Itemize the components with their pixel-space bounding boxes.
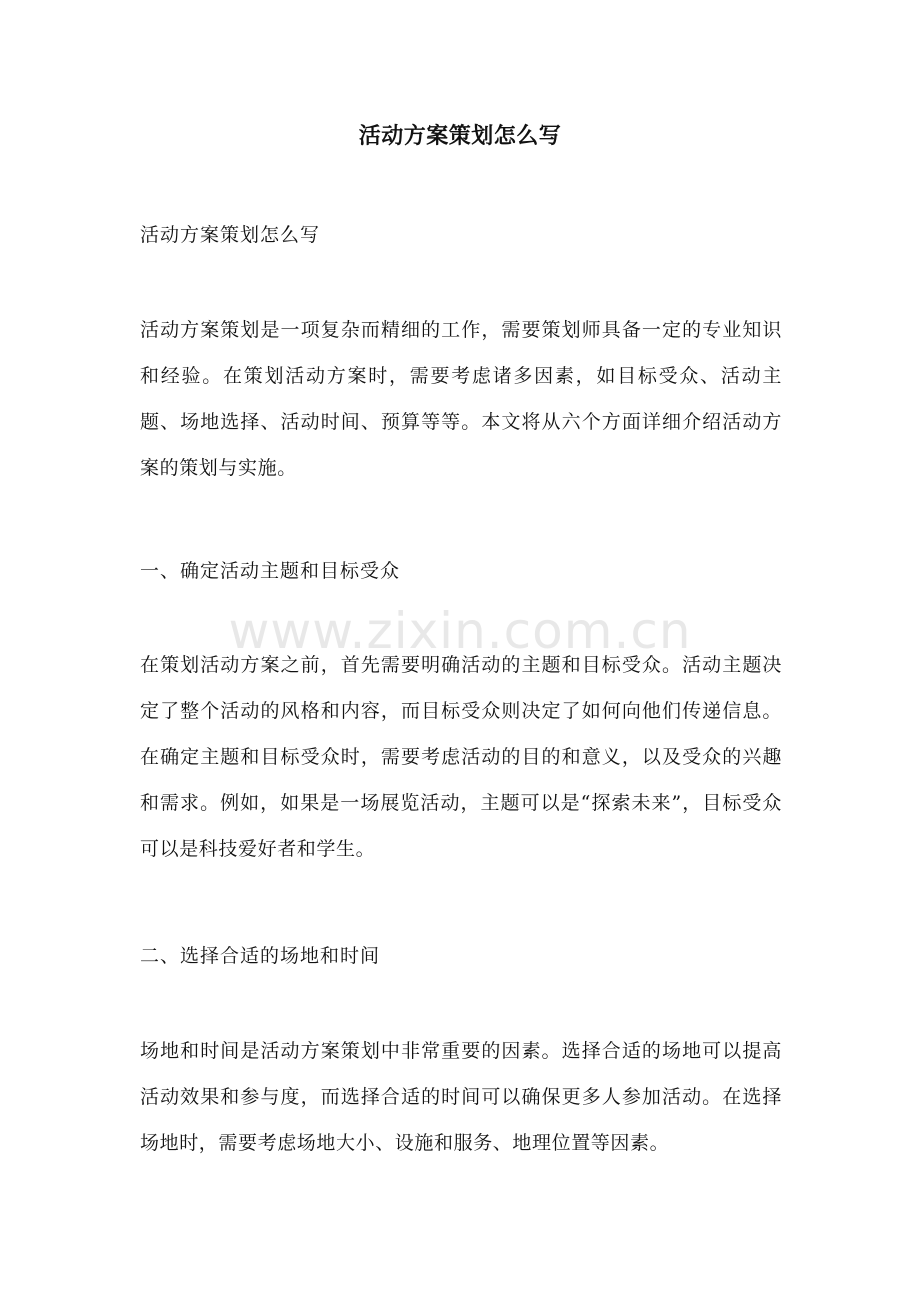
section-body-2: 场地和时间是活动方案策划中非常重要的因素。选择合适的场地可以提高活动效果和参与度，而选择合适的时间可以确保更多人参加活动。在选择场地时，需要考虑场地大小、设施和服务、地理位置等因素。 bbox=[140, 1040, 782, 1154]
section-heading-1: 一、确定活动主题和目标受众 bbox=[140, 560, 401, 582]
document-subtitle: 活动方案策划怎么写 bbox=[140, 224, 321, 246]
section-heading-2: 二、选择合适的场地和时间 bbox=[140, 945, 381, 967]
document-title: 活动方案策划怎么写 bbox=[358, 123, 562, 149]
intro-paragraph: 活动方案策划是一项复杂而精细的工作，需要策划师具备一定的专业知识和经验。在策划活动方案时，需要考虑诸多因素，如目标受众、活动主题、场地选择、活动时间、预算等等。本文将从六个方面详细介绍活动方案的策划与实施。 bbox=[140, 319, 782, 479]
section-body-1: 在策划活动方案之前，首先需要明确活动的主题和目标受众。活动主题决定了整个活动的风格和内容，而目标受众则决定了如何向他们传递信息。在确定主题和目标受众时，需要考虑活动的目的和意义，以及受众的兴趣和需求。例如，如果是一场展览活动，主题可以是“探索未来”，目标受众可以是科技爱好者和学生。 bbox=[140, 654, 782, 860]
watermark: www.zixin.com.cn bbox=[228, 602, 692, 660]
